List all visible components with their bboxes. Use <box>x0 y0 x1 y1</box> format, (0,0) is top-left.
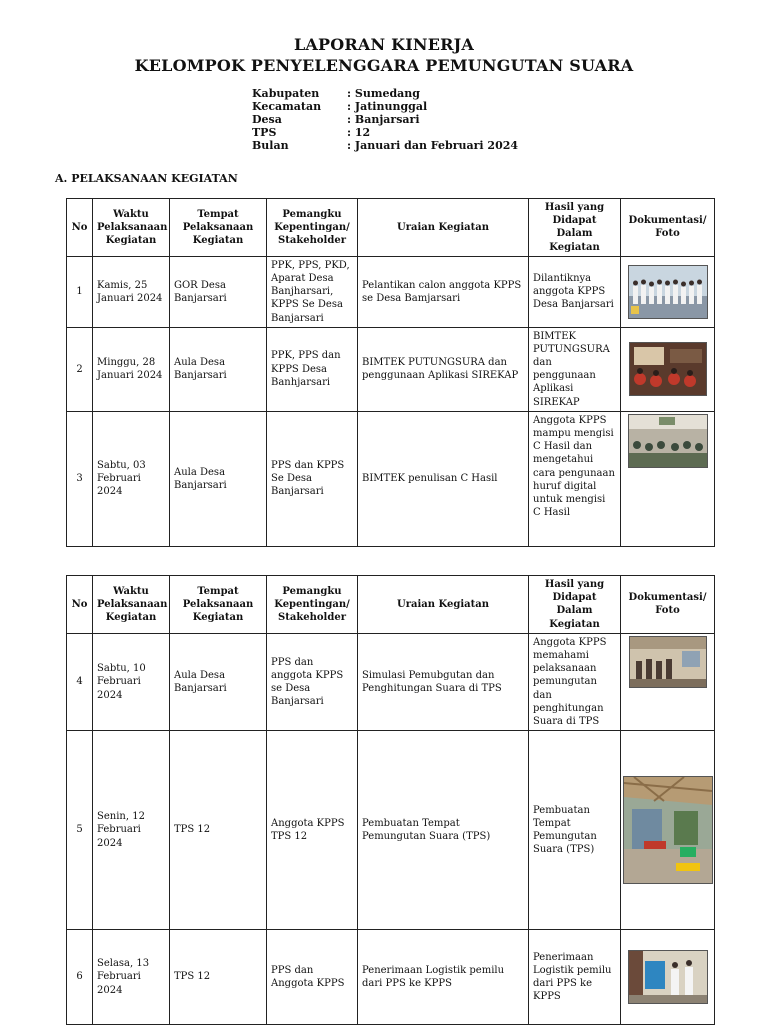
photo-image <box>629 342 707 396</box>
cell-waktu: Sabtu, 03 Februari 2024 <box>93 411 170 546</box>
col-pemangku: Pemangku Kepentingan/ Stakeholder <box>267 576 358 634</box>
table-row <box>67 411 715 546</box>
cell-waktu: Senin, 12 Februari 2024 <box>93 731 170 930</box>
cell-dokumentasi <box>621 633 715 730</box>
info-key: TPS <box>252 126 277 139</box>
col-uraian: Uraian Kegiatan <box>358 576 529 634</box>
cell-no: 1 <box>67 256 93 327</box>
cell-waktu: Sabtu, 10 Februari 2024 <box>93 633 170 730</box>
info-value: : Banjarsari <box>347 113 420 126</box>
cell-pemangku: PPS dan KPPS Se Desa Banjarsari <box>267 411 358 546</box>
col-hasil: Hasil yang Didapat Dalam Kegiatan <box>529 576 621 634</box>
info-value: : Januari dan Februari 2024 <box>347 139 519 152</box>
info-key: Kabupaten <box>252 87 320 100</box>
cell-tempat: TPS 12 <box>170 731 267 930</box>
col-no: No <box>67 199 93 257</box>
table-row <box>67 327 715 411</box>
cell-no: 3 <box>67 411 93 546</box>
table-header-row <box>67 576 715 634</box>
cell-pemangku: PPK, PPS dan KPPS Desa Banhjarsari <box>267 327 358 411</box>
col-pemangku: Pemangku Kepentingan/ Stakeholder <box>267 199 358 257</box>
cell-tempat: Aula Desa Banjarsari <box>170 327 267 411</box>
cell-uraian: BIMTEK penulisan C Hasil <box>358 411 529 546</box>
info-row-desa <box>252 113 518 126</box>
cell-no: 5 <box>67 731 93 930</box>
info-row-tps <box>252 126 518 139</box>
cell-hasil: Penerimaan Logistik pemilu dari PPS ke KPPS <box>529 930 621 1025</box>
cell-dokumentasi <box>621 731 715 930</box>
info-value: : Jatinunggal <box>347 100 428 113</box>
info-row-kecamatan <box>252 100 518 113</box>
cell-pemangku: PPK, PPS, PKD, Aparat Desa Banjharsari, KPPS Se Desa Banjarsari <box>267 256 358 327</box>
cell-waktu: Selasa, 13 Februari 2024 <box>93 930 170 1025</box>
cell-tempat: TPS 12 <box>170 930 267 1025</box>
col-hasil: Hasil yang Didapat Dalam Kegiatan <box>529 199 621 257</box>
photo-image <box>628 414 708 468</box>
cell-hasil: BIMTEK PUTUNGSURA dan penggunaan Aplikasi SIREKAP <box>529 327 621 411</box>
table-row <box>67 633 715 730</box>
table-row <box>67 930 715 1025</box>
photo-image <box>629 636 707 688</box>
cell-pemangku: PPS dan anggota KPPS se Desa Banjarsari <box>267 633 358 730</box>
cell-waktu: Minggu, 28 Januari 2024 <box>93 327 170 411</box>
section-title: A. PELAKSANAAN KEGIATAN <box>55 172 238 185</box>
col-uraian: Uraian Kegiatan <box>358 199 529 257</box>
table-row <box>67 731 715 930</box>
activity-table-2 <box>66 575 715 1025</box>
photo-image <box>623 776 713 884</box>
col-tempat: Tempat Pelaksanaan Kegiatan <box>170 199 267 257</box>
cell-hasil: Anggota KPPS mampu mengisi C Hasil dan mengetahui cara pengunaan huruf digital untuk mengisi C Hasil <box>529 411 621 546</box>
cell-tempat: GOR Desa Banjarsari <box>170 256 267 327</box>
cell-uraian: Simulasi Pemubgutan dan Penghitungan Suara di TPS <box>358 633 529 730</box>
cell-dokumentasi <box>621 327 715 411</box>
cell-dokumentasi <box>621 256 715 327</box>
cell-no: 4 <box>67 633 93 730</box>
col-no: No <box>67 576 93 634</box>
col-tempat: Tempat Pelaksanaan Kegiatan <box>170 576 267 634</box>
report-title: LAPORAN KINERJA <box>293 35 475 54</box>
cell-dokumentasi <box>621 411 715 546</box>
cell-pemangku: PPS dan Anggota KPPS <box>267 930 358 1025</box>
table-row <box>67 256 715 327</box>
info-value: : 12 <box>347 126 371 139</box>
col-dokumentasi: Dokumentasi/ Foto <box>621 576 715 634</box>
info-key: Kecamatan <box>252 100 322 113</box>
cell-hasil: Pembuatan Tempat Pemungutan Suara (TPS) <box>529 731 621 930</box>
cell-no: 2 <box>67 327 93 411</box>
info-value: : Sumedang <box>347 87 420 100</box>
cell-no: 6 <box>67 930 93 1025</box>
info-row-bulan <box>252 139 518 152</box>
cell-tempat: Aula Desa Banjarsari <box>170 411 267 546</box>
col-waktu: Waktu Pelaksanaan Kegiatan <box>93 576 170 634</box>
activity-table-1 <box>66 198 715 547</box>
info-key: Bulan <box>252 139 289 152</box>
cell-uraian: Pembuatan Tempat Pemungutan Suara (TPS) <box>358 731 529 930</box>
cell-hasil: Anggota KPPS memahami pelaksanaan pemungutan dan penghitungan Suara di TPS <box>529 633 621 730</box>
cell-uraian: Penerimaan Logistik pemilu dari PPS ke KPPS <box>358 930 529 1025</box>
col-waktu: Waktu Pelaksanaan Kegiatan <box>93 199 170 257</box>
cell-hasil: Dilantiknya anggota KPPS Desa Banjarsari <box>529 256 621 327</box>
photo-image <box>628 950 708 1004</box>
cell-waktu: Kamis, 25 Januari 2024 <box>93 256 170 327</box>
report-subtitle: KELOMPOK PENYELENGGARA PEMUNGUTAN SUARA <box>134 56 634 75</box>
info-row-kabupaten <box>252 87 518 100</box>
table-header-row <box>67 199 715 257</box>
cell-tempat: Aula Desa Banjarsari <box>170 633 267 730</box>
cell-pemangku: Anggota KPPS TPS 12 <box>267 731 358 930</box>
cell-uraian: BIMTEK PUTUNGSURA dan penggunaan Aplikasi SIREKAP <box>358 327 529 411</box>
info-key: Desa <box>252 113 282 126</box>
cell-uraian: Pelantikan calon anggota KPPS se Desa Bamjarsari <box>358 256 529 327</box>
report-info <box>252 87 518 152</box>
cell-dokumentasi <box>621 930 715 1025</box>
photo-image <box>628 265 708 319</box>
col-dokumentasi: Dokumentasi/ Foto <box>621 199 715 257</box>
